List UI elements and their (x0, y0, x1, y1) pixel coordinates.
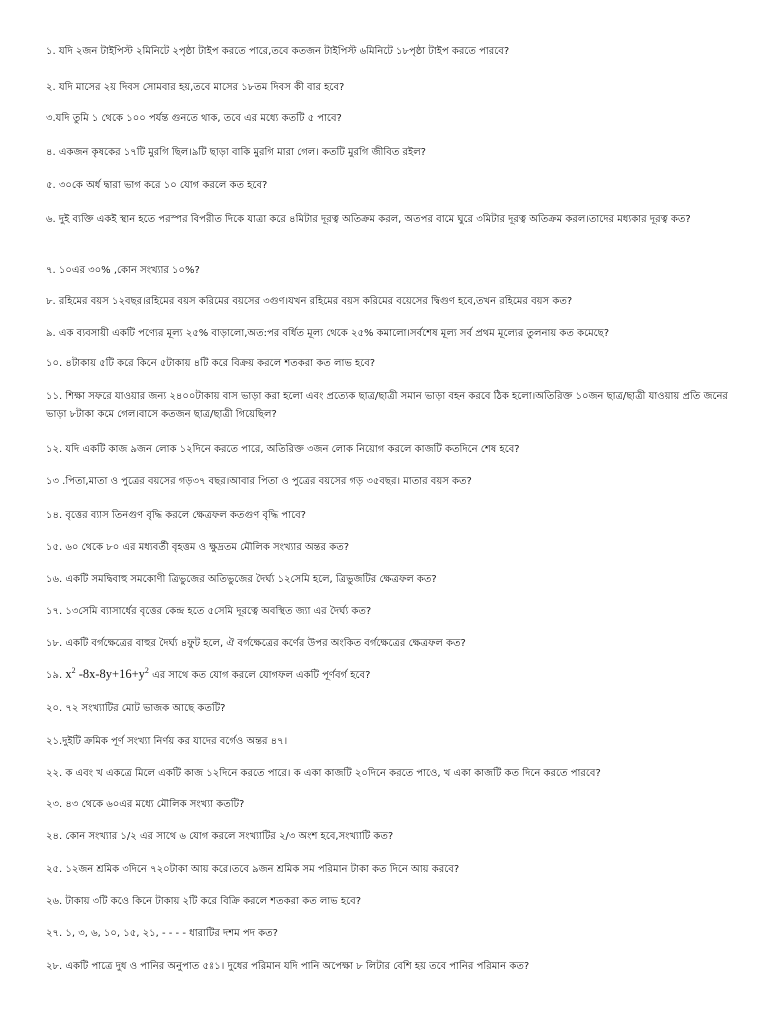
question-1: ১. যদি ২জন টাইপিস্ট ২মিনিটে ২পৃষ্ঠা টাইপ করতে পারে,তবে কতজন টাইপিস্ট ৬মিনিটে ১৮পৃষ্ঠা টাইপ করতে পারবে? (46, 46, 510, 57)
question-7: ৭. ১০এর ৩০% ,কোন সংখ্যার ১০%? (46, 265, 200, 276)
question-20: ২০. ৭২ সংখ্যাটির মোট ভাজক আছে কতটি? (46, 703, 226, 714)
polynomial-expression: $x^2$ $-8x-8y+16+y^2$ (65, 666, 149, 681)
question-19 (46, 666, 736, 684)
question-17: ১৭. ১৩সেমি ব্যাসার্ধের বৃত্তের কেন্দ্র হতে ৫সেমি দূরত্বে অবস্থিত জ্যা এর দৈর্ঘ্য কত? (46, 606, 372, 617)
question-27: ২৭. ১, ৩, ৬, ১০, ১৫, ২১, - - - - ধারাটির দশম পদ কত? (46, 928, 278, 939)
question-28: ২৮. একটি পাত্রে দুধ ও পানির অনুপাত ৫ঃ১। দুধের পরিমান যদি পানি অপেক্ষা ৮ লিটার বেশি হয় তবে পানির পরিমান কত? (46, 961, 530, 972)
question-3: ৩.যদি তুমি ১ থেকে ১০০ পর্যন্ত গুনতে থাক, তবে এর মধ্যে কতটি ৫ পাবে? (46, 113, 342, 124)
question-9: ৯. এক ব্যবসায়ী একটি পণ্যের মূল্য ২৫% বাড়ালো,অত:পর বর্ধিত মূল্য থেকে ২৫% কমালো।সর্বশেষ মূল্য সর্ব প্রথম মূল্যের তুলনায় কত কমেছে? (46, 328, 610, 339)
question-25: ২৫. ১২জন শ্রমিক ৩দিনে ৭২০টাকা আয় করে।তবে ৯জন শ্রমিক সম পরিমান টাকা কত দিনে আয় করবে? (46, 864, 460, 875)
question-10: ১০. ৪টাকায় ৫টি করে কিনে ৫টাকায় ৪টি করে বিক্রয় করলে শতকরা কত লাভ হবে? (46, 358, 376, 369)
question-2: ২. যদি মাসের ২য় দিবস সোমবার হয়,তবে মাসের ১৮তম দিবস কী বার হবে? (46, 82, 345, 93)
question-4: ৪. একজন কৃষকের ১৭টি মুরগি ছিল।৯টি ছাড়া বাকি মুরগি মারা গেল। কতটি মুরগি জীবিত রইল? (46, 147, 426, 158)
question-26: ২৬. টাকায় ৩টি কওে কিনে টাকায় ২টি করে বিক্রি করলে শতকরা কত লাভ হবে? (46, 896, 362, 907)
question-19-suffix: এর সাথে কত যোগ করলে যোগফল একটি পূর্ণবর্গ হবে? (148, 670, 371, 681)
question-18: ১৮. একটি বর্গক্ষেত্রের বাহুর দৈর্ঘ্য ৪ফুট হলে, ঐ বর্গক্ষেত্রের কর্ণের উপর অংকিত বর্গক্ষেত্রের ক্ষেত্রফল কত? (46, 638, 466, 649)
question-6: ৬. দুই ব্যক্তি একই স্থান হতে পরস্পর বিপরীত দিকে যাত্রা করে ৪মিটার দূরত্ব অতিক্রম করল, অতপর বামে ঘুরে ৩মিটার দূরত্ব অতিক্রম করল।তাদের মধ্যকার দূরত্ব কত? (46, 214, 691, 225)
question-16: ১৬. একটি সমদ্বিবাহু সমকোণী ত্রিভুজের অতিভুজের দৈর্ঘ্য ১২সেমি হলে, ত্রিভুজটির ক্ষেত্রফল কত? (46, 574, 437, 585)
question-11: ১১. শিক্ষা সফরে যাওয়ার জন্য ২৪০০টাকায় বাস ভাড়া করা হলো এবং প্রত্যেক ছাত্র/ছাত্রী সমান ভাড়া বহন করবে ঠিক হলো।অতিরিক্ত ১০জন ছাত্র/ছাত্রী যাওয়ায় প্রতি জনের ভাড়া ৮টাকা কমে গেল।বাসে কতজন ছাত্র/ছাত্রী গিয়েছিল? (46, 391, 728, 420)
question-13: ১৩ .পিতা,মাতা ও পুত্রের বয়সের গড়৩৭ বছর।আবার পিতা ও পুত্রের বয়সের গড় ৩৫বছর। মাতার বয়স কত? (46, 476, 472, 487)
question-5: ৫. ৩০কে অর্ধ দ্বারা ভাগ করে ১০ যোগ করলে কত হবে? (46, 180, 268, 191)
question-21: ২১.দুইটি ক্রমিক পূর্ণ সংখ্যা নির্ণয় কর যাদের বর্গেও অন্তর ৪৭। (46, 736, 288, 747)
question-22: ২২. ক এবং খ একত্রে মিলে একটি কাজ ১২দিনে করতে পারে। ক একা কাজটি ২০দিনে করতে পাওে, খ একা কাজটি কত দিনে করতে পারবে? (46, 768, 601, 779)
question-14: ১৪. বৃত্তের ব্যাস তিনগুণ বৃদ্ধি করলে ক্ষেত্রফল কতগুণ বৃদ্ধি পাবে? (46, 510, 306, 521)
question-8: ৮. রহিমের বয়স ১২বছর।রহিমের বয়স করিমের বয়সের ৩গুণ।যখন রহিমের বয়স করিমের বয়েসের দ্বিগুণ হবে,তখন রহিমের বয়স কত? (46, 296, 573, 307)
question-15: ১৫. ৬০ থেকে ৮০ এর মধ্যবর্তী বৃহত্তম ও ক্ষুদ্রতম মৌলিক সংখ্যার অন্তর কত? (46, 542, 350, 553)
question-24: ২৪. কোন সংখ্যার ১/২ এর সাথে ৬ যোগ করলে সংখ্যাটির ২/৩ অংশ হবে,সংখ্যাটি কত? (46, 831, 394, 842)
question-12: ১২. যদি একটি কাজ ৯জন লোক ১২দিনে করতে পারে, অতিরিক্ত ৩জন লোক নিয়োগ করলে কাজটি কতদিনে শেষ হবে? (46, 444, 520, 455)
question-23: ২৩. ৪৩ থেকে ৬০এর মধ্যে মৌলিক সংখ্যা কতটি? (46, 799, 245, 810)
question-19-number: ১৯. (46, 670, 63, 681)
